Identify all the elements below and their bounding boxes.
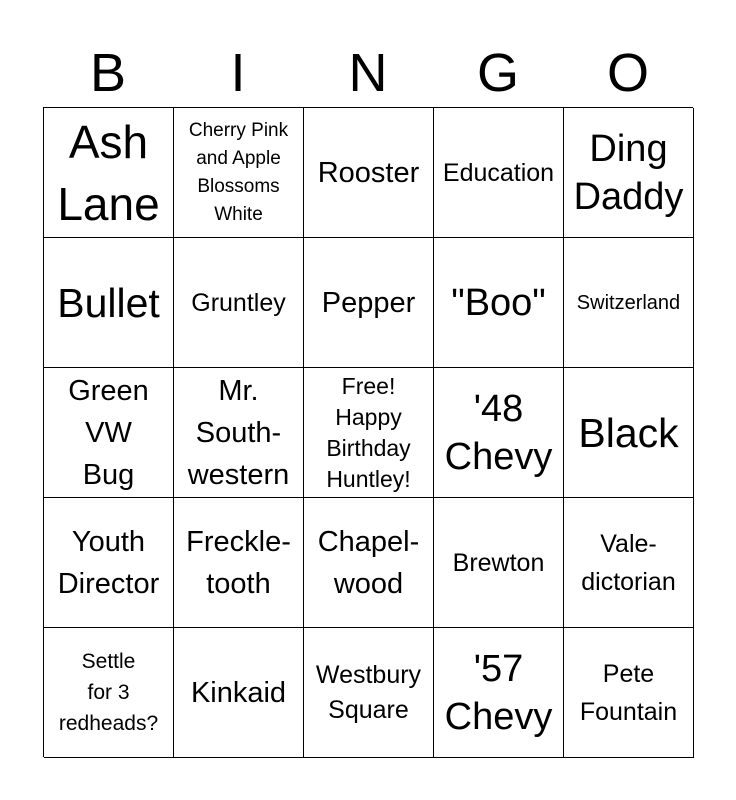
cell-text: Pepper — [321, 286, 416, 319]
cell-text: Education — [442, 158, 555, 187]
cell-text: Freckle- tooth — [186, 525, 291, 600]
header-letter-n: N — [348, 43, 388, 103]
cell-text: Westbury Square — [315, 660, 422, 724]
bingo-cell[interactable] — [434, 498, 564, 628]
bingo-cell[interactable] — [44, 108, 174, 238]
cell-text: Cherry Pink and Apple Blossoms White — [188, 119, 289, 225]
bingo-cell[interactable] — [44, 368, 174, 498]
bingo-cell[interactable] — [44, 498, 174, 628]
cell-text: Green VW Bug — [68, 374, 149, 491]
cell-text: "Boo" — [451, 281, 546, 324]
bingo-cell[interactable] — [44, 628, 174, 758]
cell-text: Settle for 3 redheads? — [58, 650, 159, 735]
header-letter-o: O — [606, 43, 649, 103]
cell-text: Switzerland — [576, 291, 681, 314]
cell-text: Black — [578, 409, 679, 456]
cell-text: Kinkaid — [190, 676, 287, 709]
cell-text: Chapel- wood — [317, 525, 420, 600]
cell-text: Pete Fountain — [579, 659, 678, 726]
bingo-cell[interactable] — [564, 368, 694, 498]
bingo-cell[interactable] — [564, 498, 694, 628]
cell-text: '48 Chevy — [444, 387, 553, 478]
bingo-cell[interactable] — [304, 238, 434, 368]
cell-text: Bullet — [57, 279, 160, 326]
bingo-cell[interactable] — [304, 498, 434, 628]
cell-text: Youth Director — [57, 525, 160, 600]
bingo-cell[interactable] — [174, 498, 304, 628]
bingo-cell[interactable] — [564, 108, 694, 238]
cell-text: Vale- dictorian — [581, 529, 676, 596]
bingo-cell[interactable] — [434, 368, 564, 498]
cell-text: Ding Daddy — [573, 127, 684, 218]
cell-text: Gruntley — [191, 288, 286, 317]
cell-text: Brewton — [452, 548, 545, 577]
bingo-cell[interactable] — [304, 108, 434, 238]
cell-text: Free! Happy Birthday Huntley! — [326, 372, 411, 492]
bingo-cell[interactable] — [304, 628, 434, 758]
bingo-cell[interactable] — [434, 108, 564, 238]
bingo-cell[interactable] — [304, 368, 434, 498]
cell-text: '57 Chevy — [444, 647, 553, 738]
bingo-cell[interactable] — [564, 628, 694, 758]
bingo-card-grid — [43, 107, 693, 757]
cell-text: Mr. South- western — [187, 374, 290, 491]
bingo-cell[interactable] — [174, 238, 304, 368]
bingo-cell[interactable] — [434, 238, 564, 368]
cell-text: Ash Lane — [57, 115, 160, 230]
header-letter-i: I — [230, 43, 246, 103]
bingo-cell[interactable] — [174, 628, 304, 758]
cell-text: Rooster — [317, 156, 420, 189]
header-letter-g: G — [476, 43, 519, 103]
header-letter-b: B — [89, 43, 127, 103]
bingo-cell[interactable] — [434, 628, 564, 758]
bingo-cell[interactable] — [174, 108, 304, 238]
bingo-cell[interactable] — [174, 368, 304, 498]
bingo-cell[interactable] — [44, 238, 174, 368]
bingo-header — [43, 42, 693, 104]
bingo-cell[interactable] — [564, 238, 694, 368]
